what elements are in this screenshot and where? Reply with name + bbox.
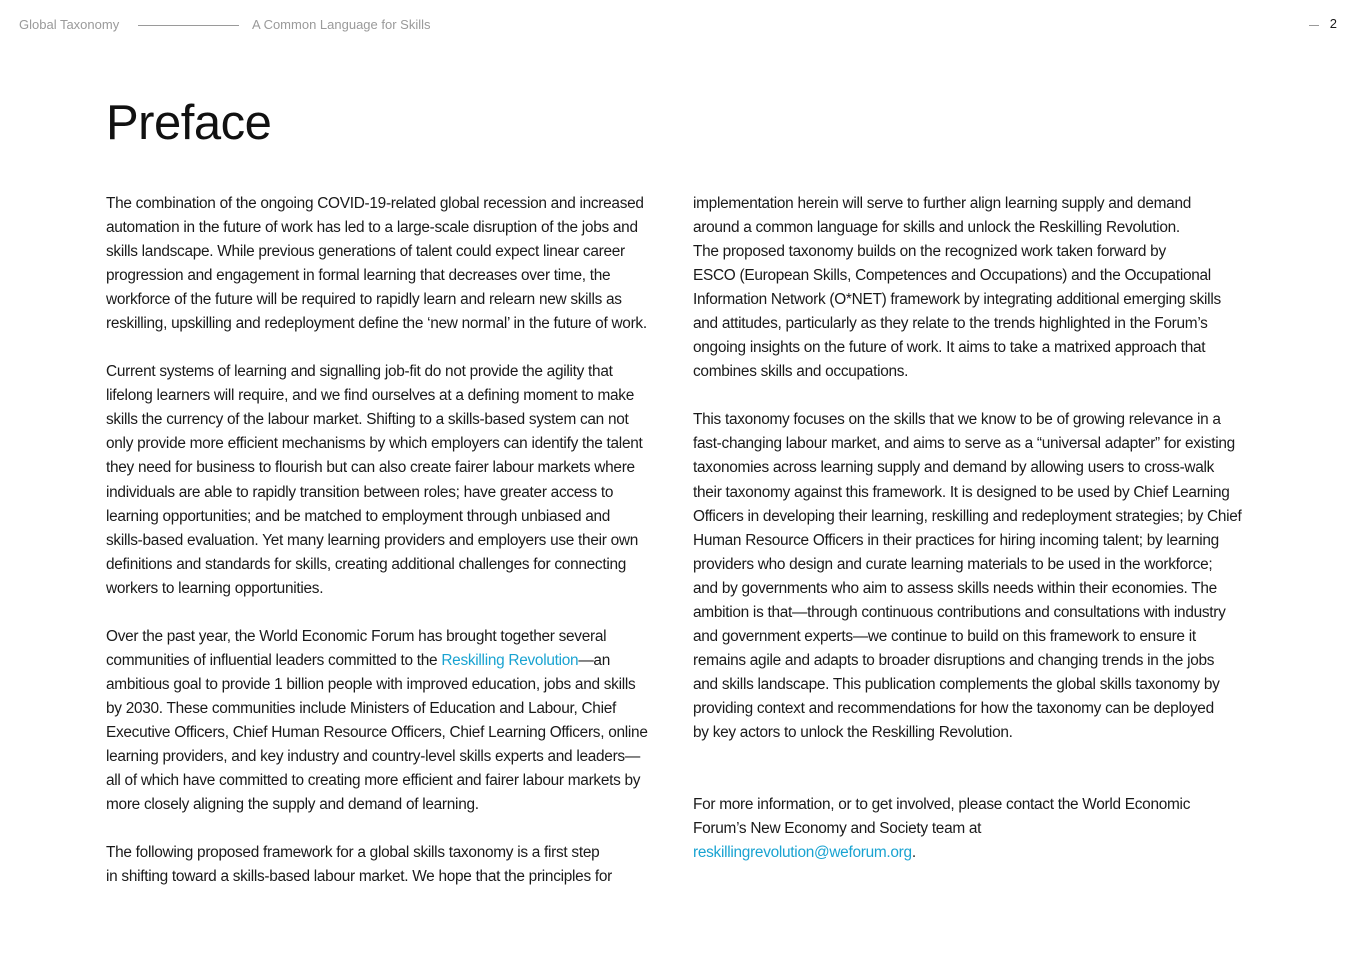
text-line: skills landscape. While previous generations of talent could expect linear career <box>106 243 625 261</box>
text-line: automation in the future of work has led to a large-scale disruption of the jobs and <box>106 219 638 237</box>
text-line: combines skills and occupations. <box>693 363 909 381</box>
text-line: in shifting toward a skills-based labour market. We hope that the principles for <box>106 868 612 886</box>
page-title: Preface <box>106 96 272 150</box>
paragraph-contact <box>693 793 1263 865</box>
text-line: remains agile and adapts to broader disruptions and changing trends in the jobs <box>693 651 1215 669</box>
text-line: more closely aligning the supply and demand of learning. <box>106 796 479 814</box>
text-line: workforce of the future will be required to rapidly learn and relearn new skills as <box>106 291 622 309</box>
page-number: 2 <box>1329 16 1337 31</box>
text-line: Over the past year, the World Economic Forum has brought together several <box>106 627 607 645</box>
text-line: This taxonomy focuses on the skills that we know to be of growing relevance in a <box>693 411 1221 429</box>
text-line: progression and engagement in formal learning that decreases over time, the <box>106 267 611 285</box>
text-fragment: communities of influential leaders committed to the <box>106 651 442 669</box>
text-line: and attitudes, particularly as they relate to the trends highlighted in the Forum’s <box>693 315 1208 333</box>
text-line: definitions and standards for skills, creating additional challenges for connecting <box>106 555 627 573</box>
text-line: providers who design and curate learning materials to be used in the workforce; <box>693 555 1213 573</box>
running-header <box>19 17 1337 37</box>
paragraph-past-year <box>106 625 676 817</box>
text-line: and by governments who aim to assess skills needs within their economies. The <box>693 579 1217 597</box>
text-line: their taxonomy against this framework. It is designed to be used by Chief Learning <box>693 483 1230 501</box>
text-line: all of which have committed to creating more efficient and fairer labour markets by <box>106 772 641 790</box>
text-line: learning providers, and key industry and country-level skills experts and leaders— <box>106 747 640 765</box>
contact-email-link[interactable]: reskillingrevolution@weforum.org <box>693 844 912 862</box>
text-line: workers to learning opportunities. <box>106 579 324 597</box>
text-line: The combination of the ongoing COVID-19-related global recession and increased <box>106 195 644 212</box>
text-line: ongoing insights on the future of work. It aims to take a matrixed approach that <box>693 339 1206 357</box>
reskilling-revolution-link[interactable]: Reskilling Revolution <box>441 651 579 669</box>
text-line: The proposed taxonomy builds on the recognized work taken forward by <box>693 243 1166 261</box>
document-subtitle: A Common Language for Skills <box>252 17 431 32</box>
text-line: lifelong learners will require, and we find ourselves at a defining moment to make <box>106 387 634 405</box>
text-line: reskilling, upskilling and redeployment define the ‘new normal’ in the future of work. <box>106 315 647 333</box>
text-line: ambition is that—through continuous contributions and consultations with industry <box>693 603 1226 621</box>
left-column <box>106 192 676 913</box>
text-line: The following proposed framework for a global skills taxonomy is a first step <box>106 844 600 862</box>
right-column <box>693 192 1263 889</box>
paragraph-recession <box>106 192 676 336</box>
header-divider-line <box>138 25 239 26</box>
text-fragment: . <box>911 844 916 862</box>
text-line: fast-changing labour market, and aims to serve as a “universal adapter” for existing <box>693 435 1235 453</box>
text-line: around a common language for skills and unlock the Reskilling Revolution. <box>693 219 1180 237</box>
text-line: Information Network (O*NET) framework by integrating additional emerging skills <box>693 291 1221 309</box>
text-line: and government experts—we continue to build on this framework to ensure it <box>693 627 1196 645</box>
text-line: Current systems of learning and signalling job-fit do not provide the agility that <box>106 363 613 381</box>
text-line <box>106 649 676 673</box>
paragraph-framework <box>106 841 676 889</box>
text-fragment: —an <box>578 651 610 669</box>
blank-line <box>693 769 1263 793</box>
text-line: taxonomies across learning supply and demand by allowing users to cross-walk <box>693 459 1215 477</box>
text-line: by key actors to unlock the Reskilling Revolution. <box>693 723 1013 741</box>
text-line: individuals are able to rapidly transition between roles; have greater access to <box>106 483 614 501</box>
paragraph-current-systems <box>106 360 676 600</box>
text-line: only provide more efficient mechanisms by which employers can identify the talent <box>106 435 643 453</box>
text-line: by 2030. These communities include Ministers of Education and Labour, Chief <box>106 699 616 717</box>
text-line: learning opportunities; and be matched to employment through unbiased and <box>106 507 611 525</box>
text-line: ESCO (European Skills, Competences and Occupations) and the Occupational <box>693 267 1211 285</box>
text-line: Forum’s New Economy and Society team at <box>693 820 982 838</box>
text-line: Officers in developing their learning, reskilling and redeployment strategies; by Chief <box>693 507 1242 525</box>
text-line: providing context and recommendations for how the taxonomy can be deployed <box>693 699 1214 717</box>
text-line: Executive Officers, Chief Human Resource Officers, Chief Learning Officers, online <box>106 723 648 741</box>
text-line: and skills landscape. This publication complements the global skills taxonomy by <box>693 675 1220 693</box>
text-line: they need for business to flourish but can also create fairer labour markets where <box>106 459 635 477</box>
text-line: skills the currency of the labour market. Shifting to a skills-based system can not <box>106 411 629 429</box>
paragraph-implementation <box>693 192 1263 384</box>
text-line: implementation herein will serve to further align learning supply and demand <box>693 195 1192 212</box>
page-number-dash <box>1309 25 1319 26</box>
paragraph-taxonomy-focus <box>693 408 1263 745</box>
text-line: ambitious goal to provide 1 billion people with improved education, jobs and skills <box>106 675 636 693</box>
text-line: skills-based evaluation. Yet many learning providers and employers use their own <box>106 531 638 549</box>
text-line <box>693 841 1263 865</box>
document-title: Global Taxonomy <box>19 17 120 32</box>
text-line: For more information, or to get involved, please contact the World Economic <box>693 796 1191 814</box>
text-line: Human Resource Officers in their practices for hiring incoming talent; by learning <box>693 531 1219 549</box>
